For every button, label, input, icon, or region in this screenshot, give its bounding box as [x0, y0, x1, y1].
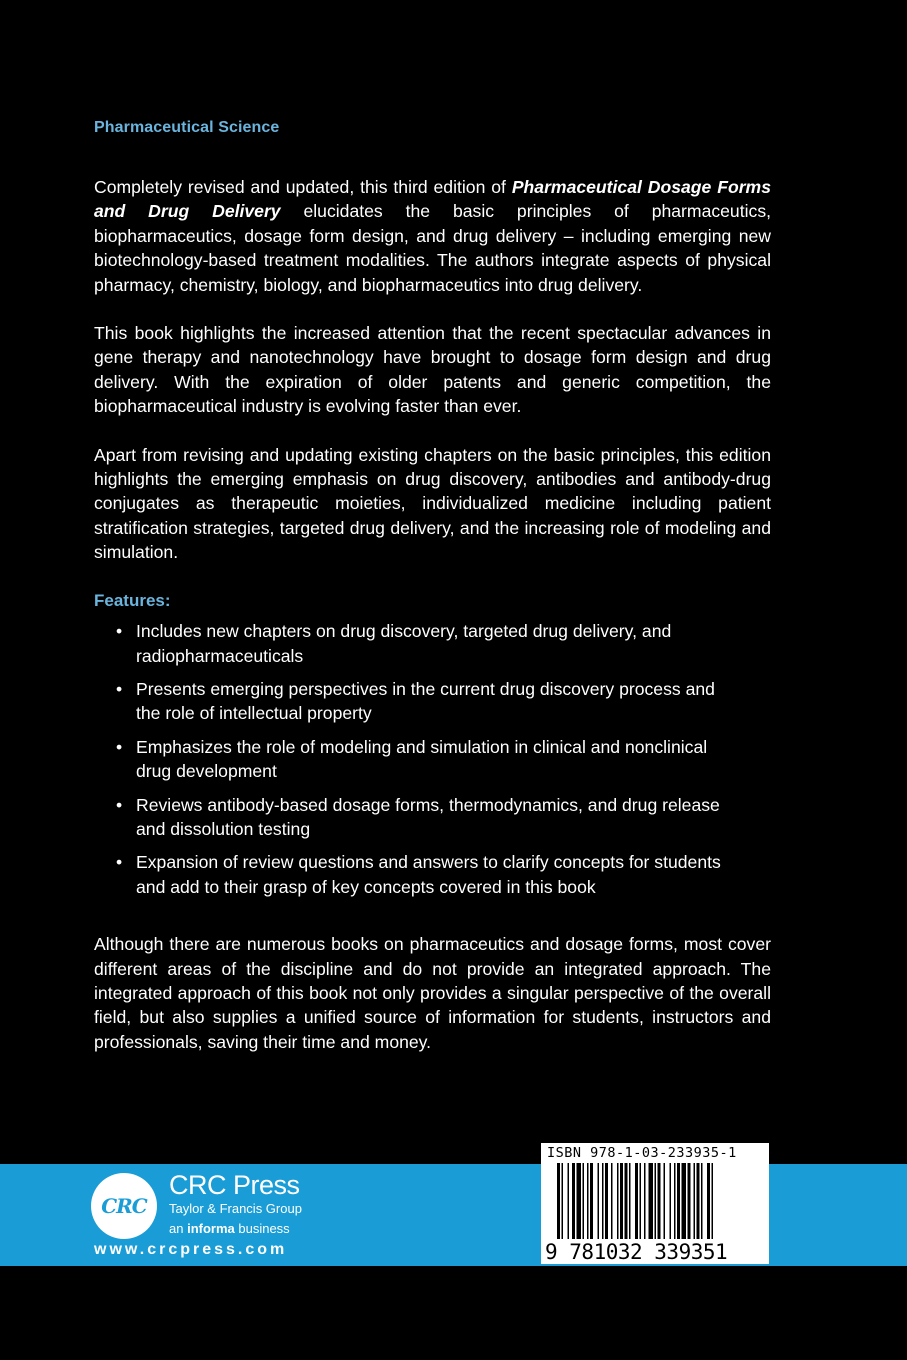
barcode-stripe	[568, 1163, 570, 1239]
barcode-stripe	[694, 1163, 696, 1239]
barcode-stripe	[629, 1163, 631, 1239]
paragraph-3: Apart from revising and updating existing chapters on the basic principles, this edition highlights the emerging emphasis on drug discovery, antibodies and antibody-drug conjugates as therapeutic moieties, individualized medicine including patient stratification strategies, targeted drug delivery, and the increasing role of modeling and simulation.	[94, 444, 771, 563]
barcode-stripe	[701, 1163, 703, 1239]
feature-item: • Presents emerging perspectives in the current drug discovery process and the role of intellectual property	[116, 678, 715, 724]
barcode-stripe	[712, 1163, 714, 1239]
barcode-stripe	[649, 1163, 654, 1239]
barcode-stripe	[640, 1163, 642, 1239]
barcode-stripe	[625, 1163, 628, 1239]
barcode-stripe	[557, 1163, 560, 1239]
bullet-icon: •	[116, 794, 123, 815]
barcode-stripe	[620, 1163, 623, 1239]
barcode-stripe	[682, 1163, 687, 1239]
barcode-stripe	[590, 1163, 593, 1239]
feature-item: • Emphasizes the role of modeling and simulation in clinical and nonclinical drug development	[116, 736, 708, 782]
feature-item: • Expansion of review questions and answers to clarify concepts for students and add to their grasp of key concepts covered in this book	[116, 852, 721, 897]
barcode	[541, 1143, 769, 1264]
bullet-icon: •	[116, 852, 123, 873]
isbn-label: ISBN 978-1-03-233935-1	[547, 1145, 737, 1161]
barcode-digits: 9 781032 339351	[545, 1240, 728, 1264]
barcode-stripe	[677, 1163, 680, 1239]
publisher-url: www.crcpress.com	[94, 1241, 288, 1258]
barcode-stripe	[688, 1163, 691, 1239]
category-label: Pharmaceutical Science	[94, 119, 280, 136]
paragraph-2: This book highlights the increased attention that the recent spectacular advances in gene therapy and nanotechnology have brought to dosage form design and drug delivery. With the expiration of older patents and generic competition, the biopharmaceutical industry is evolving faster than ever.	[94, 323, 771, 417]
barcode-stripe	[605, 1163, 608, 1239]
barcode-stripe	[635, 1163, 638, 1239]
book-title: Pharmaceutical Dosage Forms and Drug Delivery	[94, 177, 771, 222]
barcode-stripe	[664, 1163, 666, 1239]
feature-item: • Includes new chapters on drug discovery, targeted drug delivery, and radiopharmaceuticals	[116, 621, 672, 666]
closing-paragraph: Although there are numerous books on pharmaceutics and dosage forms, most cover different areas of the discipline and do not provide an integrated approach. The integrated approach of this book not only provides a singular perspective of the overall field, but also supplies a unified source of information for students, instructors and professionals, saving their time and money.	[94, 934, 771, 1052]
barcode-stripe	[583, 1163, 585, 1239]
logo-text: CRC	[101, 1194, 147, 1218]
publisher-group: Taylor & Francis Group	[169, 1201, 302, 1216]
bullet-icon: •	[116, 736, 123, 757]
barcode-stripe	[670, 1163, 672, 1239]
barcode-stripe	[577, 1163, 582, 1239]
bullet-icon: •	[116, 678, 123, 699]
intro-paragraph	[94, 175, 771, 297]
barcode-stripe	[617, 1163, 619, 1239]
intro-text-start: Completely revised and updated, this third edition of	[94, 177, 512, 197]
barcode-stripe	[587, 1163, 589, 1239]
features-heading: Features:	[94, 590, 171, 610]
barcode-stripe	[707, 1163, 710, 1239]
publisher-name: CRC Press	[169, 1170, 300, 1200]
barcode-bars-icon	[541, 1163, 769, 1243]
publisher-informa: an informa business	[169, 1221, 290, 1236]
feature-item: • Reviews antibody-based dosage forms, thermodynamics, and drug release and dissolution testing	[116, 794, 720, 839]
barcode-stripe	[562, 1163, 564, 1239]
barcode-stripe	[572, 1163, 575, 1239]
features-list	[94, 619, 771, 899]
bullet-icon: •	[116, 621, 123, 642]
barcode-stripe	[598, 1163, 600, 1239]
barcode-stripe	[655, 1163, 657, 1239]
barcode-stripe	[611, 1163, 613, 1239]
barcode-stripe	[644, 1163, 646, 1239]
description	[94, 175, 771, 1078]
intro-text-end: elucidates the basic principles of pharmaceutics, biopharmaceutics, dosage form design, and drug delivery – including emerging new biotechnology-based treatment modalities. The authors integrate aspects of physical pharmacy, chemistry, biology, and biopharmaceutics into drug delivery.	[94, 201, 772, 295]
barcode-stripe	[674, 1163, 676, 1239]
barcode-stripe	[697, 1163, 700, 1239]
barcode-stripe	[602, 1163, 604, 1239]
barcode-stripe	[658, 1163, 661, 1239]
crc-logo-icon	[91, 1173, 157, 1239]
